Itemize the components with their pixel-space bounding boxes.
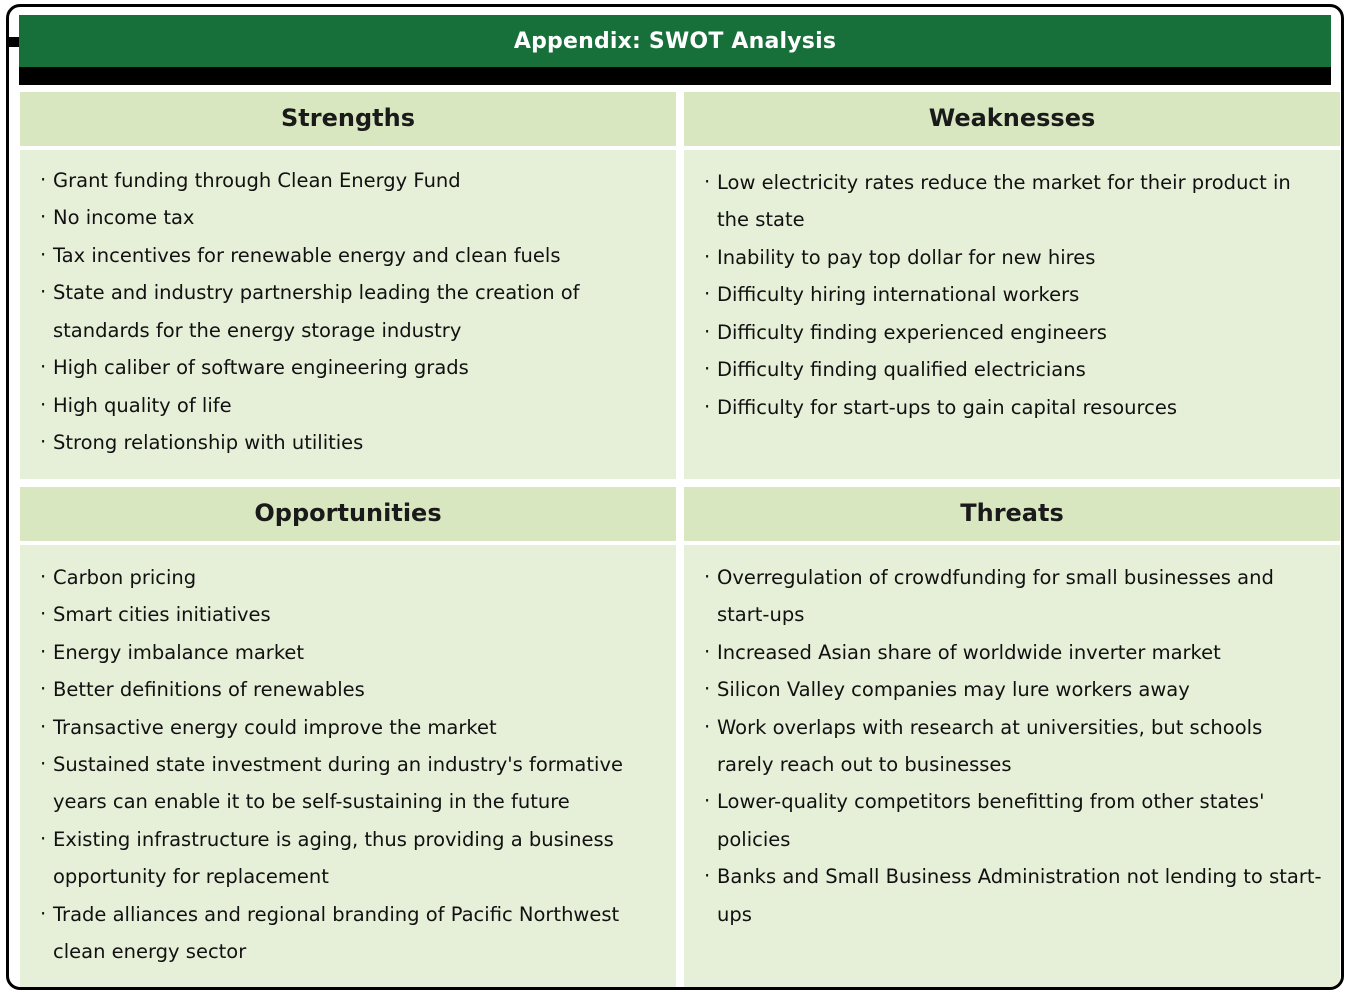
appendix-title-bar: [19, 15, 1331, 67]
swot-frame: [6, 4, 1344, 990]
list-item: · Silicon Valley companies may lure workers away: [702, 671, 1322, 708]
list-item: · Difficulty hiring international workers: [702, 276, 1322, 313]
quadrant-body-opportunities: [20, 545, 676, 988]
list-item: · High caliber of software engineering grads: [38, 349, 658, 386]
list-item: · Sustained state investment during an industry's formative years can enable it to be self-sustaining in the future: [38, 746, 658, 821]
list-item: · Transactive energy could improve the market: [38, 709, 658, 746]
list-item: · Lower-quality competitors benefitting from other states' policies: [702, 783, 1322, 858]
threats-list: [702, 559, 1322, 933]
list-item: · Inability to pay top dollar for new hires: [702, 239, 1322, 276]
list-item: · Difficulty for start-ups to gain capital resources: [702, 389, 1322, 426]
quadrant-threats: [683, 486, 1341, 989]
title-underbar: [19, 67, 1331, 85]
list-item: · No income tax: [38, 199, 658, 236]
quadrant-body-threats: [684, 545, 1340, 988]
page-title: Appendix: SWOT Analysis: [513, 28, 837, 54]
opportunities-list: [38, 559, 658, 971]
list-item: · Grant funding through Clean Energy Fund: [38, 162, 658, 199]
list-item: · Difficulty finding qualified electricians: [702, 351, 1322, 388]
quadrant-body-strengths: [20, 150, 676, 479]
list-item: · Tax incentives for renewable energy and clean fuels: [38, 237, 658, 274]
list-item: · Smart cities initiatives: [38, 596, 658, 633]
list-item: · Energy imbalance market: [38, 634, 658, 671]
corner-marker: [9, 37, 19, 47]
weaknesses-list: [702, 164, 1322, 426]
list-item: · Strong relationship with utilities: [38, 424, 658, 461]
list-item: · Carbon pricing: [38, 559, 658, 596]
list-item: · Work overlaps with research at universities, but schools rarely reach out to businesses: [702, 709, 1322, 784]
quadrant-body-weaknesses: [684, 150, 1340, 479]
list-item: · Better definitions of renewables: [38, 671, 658, 708]
quadrant-title-strengths: Strengths: [20, 92, 676, 150]
quadrant-title-threats: Threats: [684, 487, 1340, 545]
list-item: · Increased Asian share of worldwide inverter market: [702, 634, 1322, 671]
quadrant-title-weaknesses: Weaknesses: [684, 92, 1340, 150]
list-item: · Overregulation of crowdfunding for small businesses and start-ups: [702, 559, 1322, 634]
strengths-list: [38, 162, 658, 462]
quadrant-strengths: [19, 91, 677, 480]
list-item: · Banks and Small Business Administration not lending to start-ups: [702, 858, 1322, 933]
quadrant-opportunities: [19, 486, 677, 989]
quadrant-weaknesses: [683, 91, 1341, 480]
list-item: · Difficulty finding experienced engineers: [702, 314, 1322, 351]
list-item: · Existing infrastructure is aging, thus providing a business opportunity for replacement: [38, 821, 658, 896]
list-item: · High quality of life: [38, 387, 658, 424]
list-item: · Low electricity rates reduce the market for their product in the state: [702, 164, 1322, 239]
quadrant-title-opportunities: Opportunities: [20, 487, 676, 545]
swot-grid: [19, 91, 1341, 989]
list-item: · State and industry partnership leading the creation of standards for the energy storage industry: [38, 274, 658, 349]
list-item: · Trade alliances and regional branding of Pacific Northwest clean energy sector: [38, 896, 658, 971]
